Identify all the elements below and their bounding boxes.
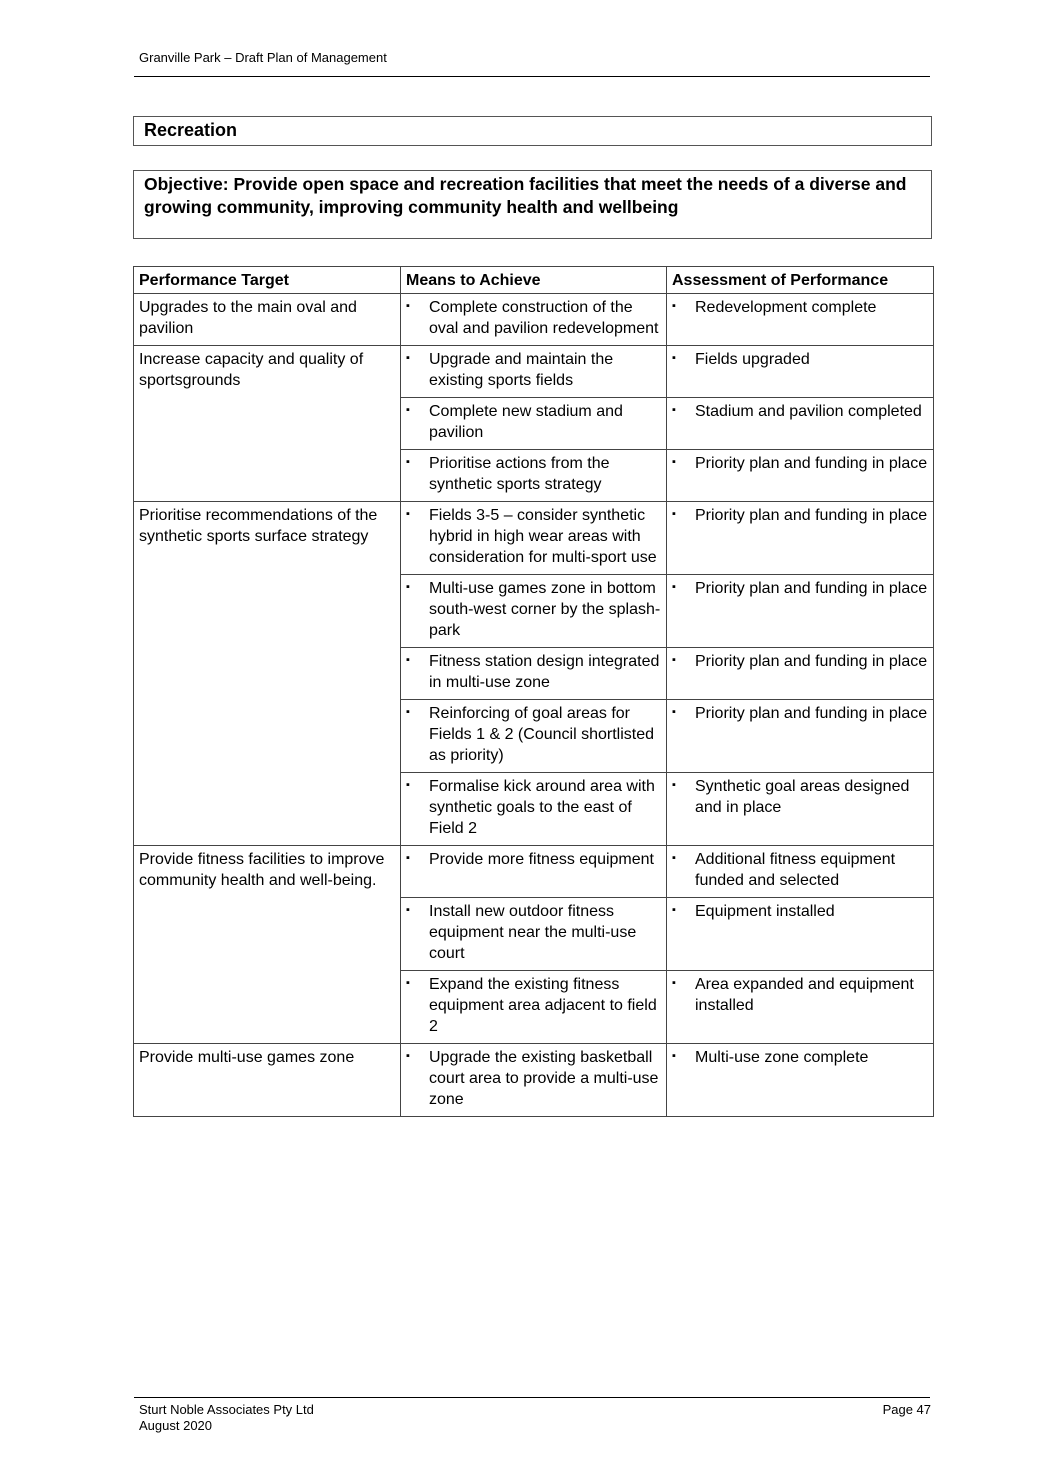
- bullet-icon: ▪: [406, 852, 410, 864]
- bullet-icon: ▪: [406, 706, 410, 718]
- bullet-icon: ▪: [672, 779, 676, 791]
- means-cell: [401, 502, 667, 575]
- assessment-cell: [667, 648, 934, 700]
- assessment-cell: [667, 1044, 934, 1117]
- means-cell: [401, 700, 667, 773]
- means-cell: [401, 294, 667, 346]
- means-cell: [401, 450, 667, 502]
- means-text: Install new outdoor fitness equipment near the multi-use court: [429, 903, 637, 962]
- means-text: Fields 3-5 – consider synthetic hybrid in high wear areas with consideration for multi-sport use: [429, 507, 657, 566]
- bullet-item: [672, 578, 928, 599]
- bullet-item: [672, 297, 928, 318]
- bullet-item: [406, 849, 661, 870]
- bullet-item: [672, 974, 928, 1016]
- bullet-icon: ▪: [672, 904, 676, 916]
- assessment-text: Stadium and pavilion completed: [695, 403, 922, 420]
- bullet-icon: ▪: [672, 456, 676, 468]
- means-cell: [401, 648, 667, 700]
- page-number: Page 47: [882, 1402, 931, 1417]
- assessment-cell: [667, 450, 934, 502]
- objective-text: Objective: Provide open space and recreation facilities that meet the needs of a diverse and growing community, improving community health and wellbeing: [144, 174, 907, 217]
- assessment-text: Additional fitness equipment funded and selected: [695, 851, 896, 889]
- bullet-icon: ▪: [406, 654, 410, 666]
- bullet-icon: ▪: [672, 852, 676, 864]
- bullet-item: [406, 578, 661, 641]
- bullet-item: [672, 453, 928, 474]
- bullet-item: [406, 1047, 661, 1110]
- means-text: Reinforcing of goal areas for Fields 1 & 2 (Council shortlisted as priority): [429, 705, 654, 764]
- column-header: Assessment of Performance: [667, 267, 934, 294]
- bullet-icon: ▪: [672, 581, 676, 593]
- bullet-item: [672, 901, 928, 922]
- bullet-item: [406, 297, 661, 339]
- bullet-icon: ▪: [672, 977, 676, 989]
- assessment-text: Equipment installed: [695, 903, 835, 920]
- assessment-text: Synthetic goal areas designed and in place: [695, 778, 910, 816]
- assessment-cell: [667, 502, 934, 575]
- bullet-item: [672, 1047, 928, 1068]
- section-title: Recreation: [144, 120, 238, 140]
- footer-left: [139, 1402, 314, 1434]
- bullet-item: [406, 349, 661, 391]
- bullet-item: [406, 505, 661, 568]
- means-cell: [401, 898, 667, 971]
- column-header: Means to Achieve: [401, 267, 667, 294]
- bullet-icon: ▪: [406, 456, 410, 468]
- performance-target-cell: Provide fitness facilities to improve community health and well-being.: [134, 846, 401, 1044]
- bullet-item: [672, 651, 928, 672]
- means-text: Fitness station design integrated in multi-use zone: [429, 653, 660, 691]
- bullet-icon: ▪: [406, 581, 410, 593]
- bullet-icon: ▪: [406, 904, 410, 916]
- means-cell: [401, 971, 667, 1044]
- bullet-item: [406, 901, 661, 964]
- table-header-row: [134, 267, 934, 294]
- bullet-item: [406, 453, 661, 495]
- bullet-icon: ▪: [672, 352, 676, 364]
- assessment-text: Area expanded and equipment installed: [695, 976, 914, 1014]
- means-cell: [401, 1044, 667, 1117]
- means-text: Provide more fitness equipment: [429, 851, 654, 868]
- means-text: Formalise kick around area with synthetic goals to the east of Field 2: [429, 778, 655, 837]
- table-row: [134, 1044, 934, 1117]
- bullet-item: [672, 349, 928, 370]
- assessment-text: Priority plan and funding in place: [695, 705, 928, 722]
- means-text: Upgrade and maintain the existing sports fields: [429, 351, 614, 389]
- performance-target-cell: Provide multi-use games zone: [134, 1044, 401, 1117]
- assessment-cell: [667, 294, 934, 346]
- performance-target-cell: Increase capacity and quality of sportsgrounds: [134, 346, 401, 502]
- running-header: Granville Park – Draft Plan of Management: [139, 50, 387, 65]
- means-text: Complete new stadium and pavilion: [429, 403, 623, 441]
- bullet-icon: ▪: [406, 404, 410, 416]
- performance-target-cell: Upgrades to the main oval and pavilion: [134, 294, 401, 346]
- assessment-cell: [667, 398, 934, 450]
- column-header: Performance Target: [134, 267, 401, 294]
- bullet-icon: ▪: [672, 300, 676, 312]
- assessment-cell: [667, 846, 934, 898]
- assessment-cell: [667, 346, 934, 398]
- footer-date: August 2020: [139, 1418, 213, 1433]
- means-text: Prioritise actions from the synthetic sports strategy: [429, 455, 610, 493]
- section-heading-box: [133, 116, 932, 146]
- assessment-text: Priority plan and funding in place: [695, 580, 928, 597]
- means-cell: [401, 398, 667, 450]
- assessment-text: Priority plan and funding in place: [695, 653, 928, 670]
- footer-divider: [134, 1397, 930, 1398]
- assessment-text: Priority plan and funding in place: [695, 455, 928, 472]
- objective-box: [133, 170, 932, 239]
- bullet-item: [672, 401, 928, 422]
- means-cell: [401, 346, 667, 398]
- assessment-text: Fields upgraded: [695, 351, 810, 368]
- assessment-cell: [667, 898, 934, 971]
- bullet-icon: ▪: [406, 300, 410, 312]
- assessment-text: Multi-use zone complete: [695, 1049, 869, 1066]
- assessment-cell: [667, 971, 934, 1044]
- table-row: [134, 502, 934, 575]
- bullet-icon: ▪: [672, 706, 676, 718]
- assessment-text: Redevelopment complete: [695, 299, 877, 316]
- performance-target-cell: Prioritise recommendations of the synthetic sports surface strategy: [134, 502, 401, 846]
- means-text: Upgrade the existing basketball court area to provide a multi-use zone: [429, 1049, 659, 1108]
- bullet-item: [672, 505, 928, 526]
- bullet-icon: ▪: [672, 404, 676, 416]
- bullet-icon: ▪: [672, 508, 676, 520]
- means-cell: [401, 773, 667, 846]
- table-row: [134, 294, 934, 346]
- bullet-icon: ▪: [406, 508, 410, 520]
- bullet-icon: ▪: [406, 1050, 410, 1062]
- footer-company: Sturt Noble Associates Pty Ltd: [139, 1402, 314, 1417]
- header-divider: [134, 76, 930, 77]
- means-text: Complete construction of the oval and pavilion redevelopment: [429, 299, 659, 337]
- means-cell: [401, 575, 667, 648]
- bullet-item: [406, 401, 661, 443]
- table-row: [134, 846, 934, 898]
- means-text: Expand the existing fitness equipment area adjacent to field 2: [429, 976, 657, 1035]
- assessment-cell: [667, 773, 934, 846]
- means-text: Multi-use games zone in bottom south-west corner by the splash-park: [429, 580, 661, 639]
- bullet-item: [406, 974, 661, 1037]
- assessment-cell: [667, 700, 934, 773]
- bullet-item: [672, 703, 928, 724]
- bullet-item: [406, 776, 661, 839]
- bullet-icon: ▪: [406, 779, 410, 791]
- bullet-item: [406, 703, 661, 766]
- means-cell: [401, 846, 667, 898]
- assessment-text: Priority plan and funding in place: [695, 507, 928, 524]
- bullet-icon: ▪: [406, 977, 410, 989]
- bullet-icon: ▪: [406, 352, 410, 364]
- performance-table: [133, 266, 934, 1117]
- bullet-item: [406, 651, 661, 693]
- bullet-item: [672, 849, 928, 891]
- bullet-item: [672, 776, 928, 818]
- bullet-icon: ▪: [672, 1050, 676, 1062]
- bullet-icon: ▪: [672, 654, 676, 666]
- table-row: [134, 346, 934, 398]
- assessment-cell: [667, 575, 934, 648]
- table-body: [134, 294, 934, 1117]
